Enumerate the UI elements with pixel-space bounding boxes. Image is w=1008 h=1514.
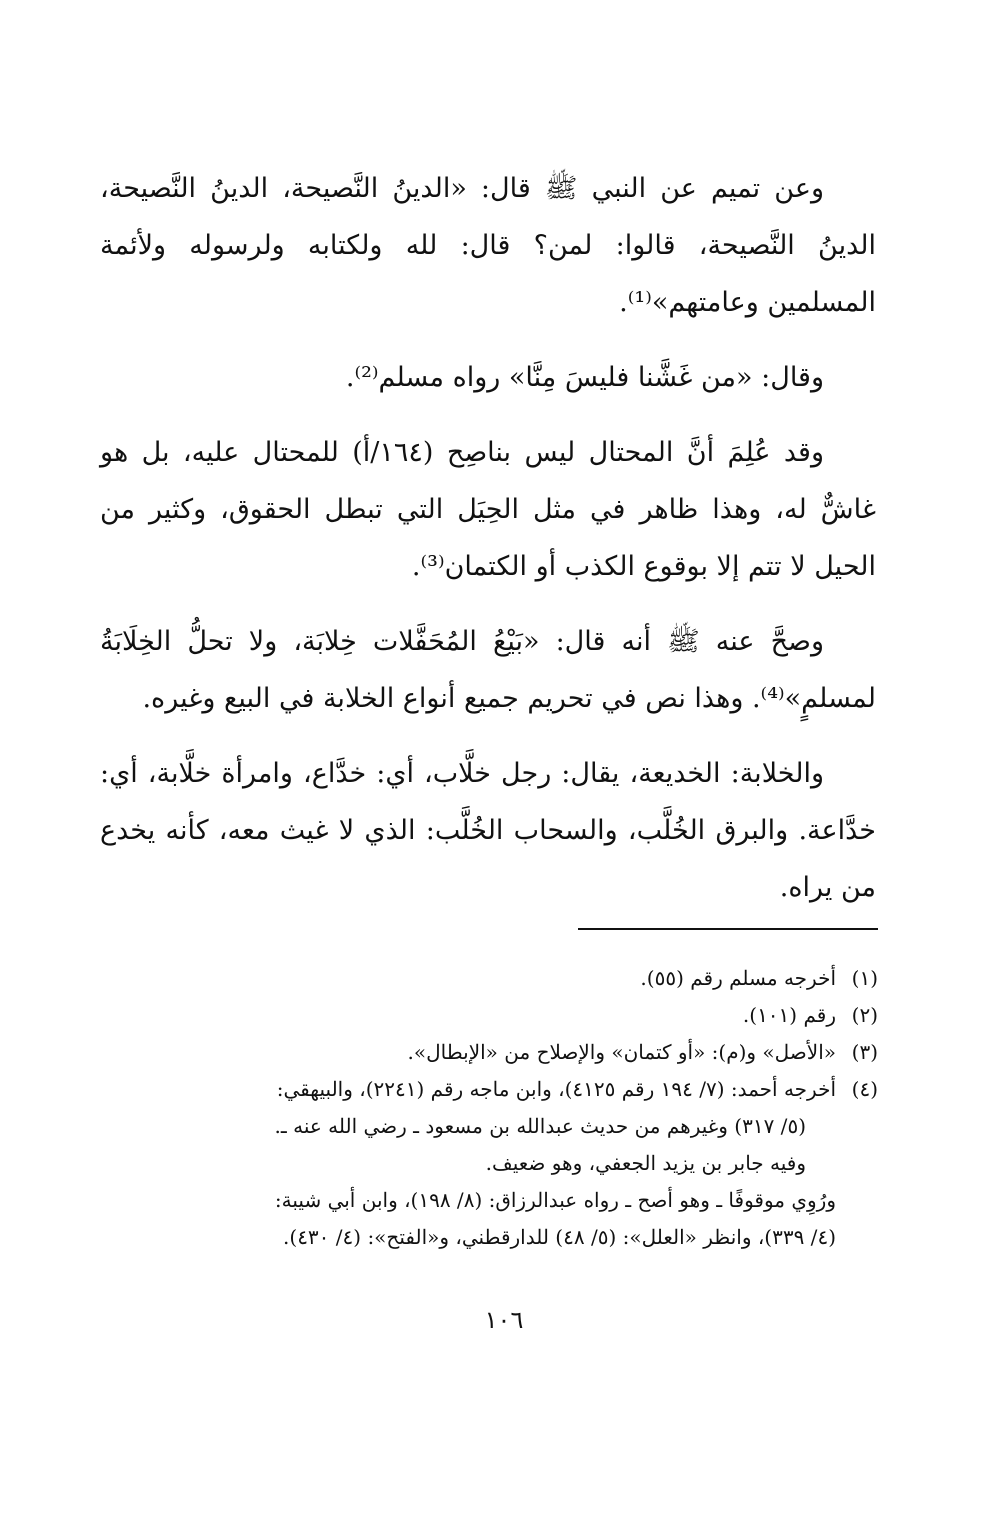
paragraph-1: وعن تميم عن النبي ﷺ قال: «الدينُ النَّصيحة، الدينُ النَّصيحة، الدينُ النَّصيحة، قالوا: لمن؟ قال: لله ولكتابه ولرسوله ولأئمة المسلمين وعامتهم»⁽¹⁾. bbox=[100, 173, 876, 318]
footnote-line: «الأصل» و(م): «أو كتمان» والإصلاح من «الإبطال». bbox=[407, 1040, 836, 1064]
paragraph-5: والخلابة: الخديعة، يقال: رجل خلَّاب، أي: خدَّاع، وامرأة خلَّابة، أي: خدَّاعة. والبرق الخُلَّب، والسحاب الخُلَّب: الذي لا غيث معه، كأنه يخدع من يراه. bbox=[100, 758, 876, 903]
footnote-line: أخرجه مسلم رقم (٥٥). bbox=[640, 966, 836, 990]
footnote-3 bbox=[96, 1034, 878, 1071]
footnote-line: (٤/ ٣٣٩)، وانظر «العلل»: (٥/ ٤٨) للدارقطني، و«الفتح»: (٤/ ٤٣٠). bbox=[283, 1225, 836, 1249]
footnote-separator bbox=[578, 928, 878, 930]
footnote-number: (١) bbox=[851, 966, 878, 990]
footnote-4 bbox=[96, 1071, 878, 1256]
footnote-line: رقم (١٠١). bbox=[742, 1003, 836, 1027]
footnote-line: وفيه جابر بن يزيد الجعفي، وهو ضعيف. bbox=[485, 1151, 806, 1175]
main-text bbox=[100, 160, 876, 934]
footnote-line: ورُوِي موقوفًا ـ وهو أصح ـ رواه عبدالرزاق: (٨/ ١٩٨)، وابن أبي شيبة: bbox=[274, 1188, 836, 1212]
paragraph-2: وقال: «من غَشَّنا فليسَ مِنَّا» رواه مسلم⁽²⁾. bbox=[345, 362, 824, 393]
page-number: ١٠٦ bbox=[484, 1306, 524, 1334]
footnote-line: أخرجه أحمد: (٧/ ١٩٤ رقم ٤١٢٥)، وابن ماجه رقم (٢٢٤١)، والبيهقي: bbox=[276, 1077, 836, 1101]
footnotes bbox=[96, 960, 878, 1256]
footnote-number: (٣) bbox=[851, 1040, 878, 1064]
paragraph-4: وصحَّ عنه ﷺ أنه قال: «بَيْعُ المُحَفَّلات خِلابَة، ولا تحلُّ الخِلَابَةُ لمسلمٍ»⁽⁴⁾. وهذا نص في تحريم جميع أنواع الخلابة في البيع وغيره. bbox=[100, 626, 876, 714]
paragraph-3: وقد عُلِمَ أنَّ المحتال ليس بناصِح (١٦٤/أ) للمحتال عليه، بل هو غاشٌّ له، وهذا ظاهر في مثل الحِيَل التي تبطل الحقوق، وكثير من الحيل لا تتم إلا بوقوع الكذب أو الكتمان⁽³⁾. bbox=[100, 437, 876, 582]
footnote-number: (٤) bbox=[851, 1077, 878, 1101]
footnote-2 bbox=[96, 997, 878, 1034]
footnote-line: (٥/ ٣١٧) وغيرهم من حديث عبدالله بن مسعود ـ رضي الله عنه ـ. bbox=[274, 1114, 806, 1138]
footnote-number: (٢) bbox=[851, 1003, 878, 1027]
footnote-1 bbox=[96, 960, 878, 997]
